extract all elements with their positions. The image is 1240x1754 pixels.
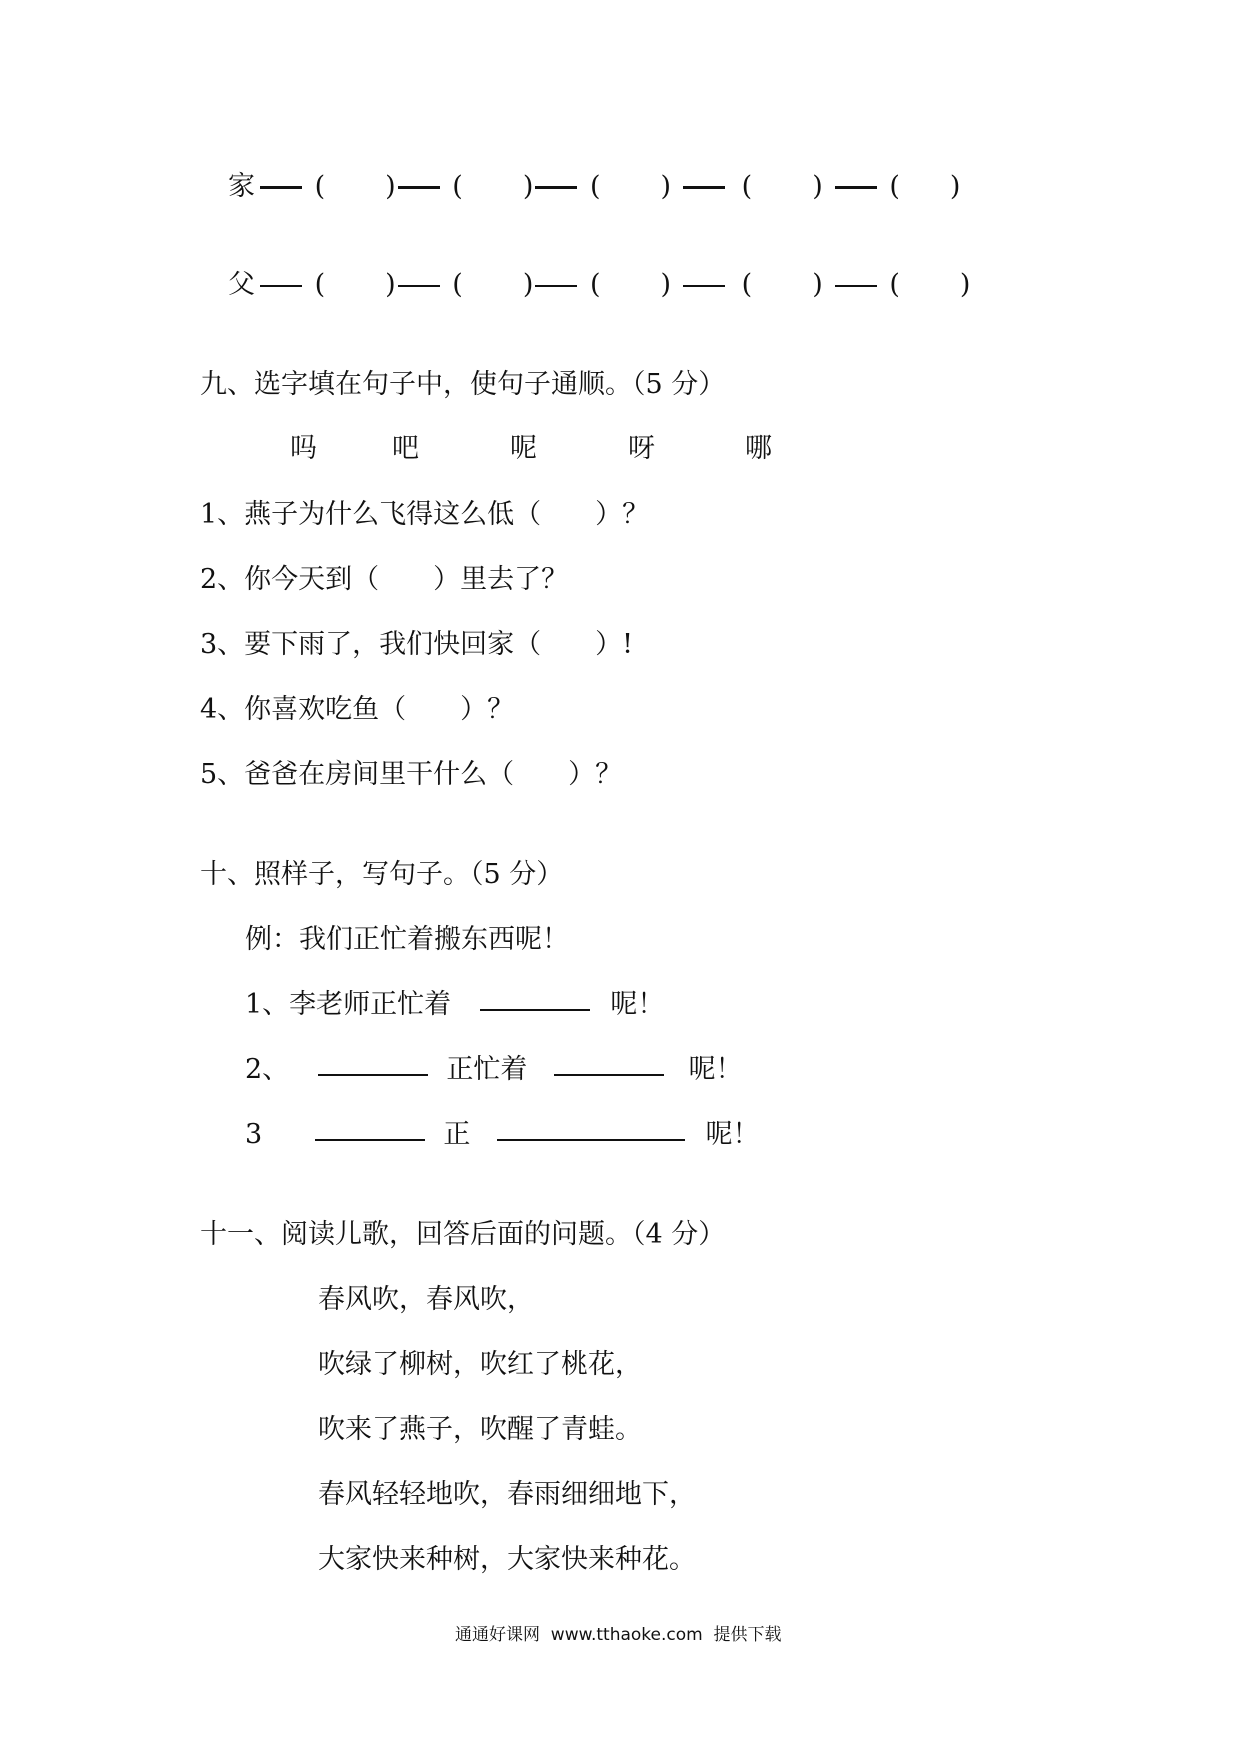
section-11-title: 十一、阅读儿歌，回答后面的问题。（4 分） <box>200 1219 726 1250</box>
poem-line: 春风吹，春风吹， <box>318 1284 534 1315</box>
chain-paren: ) <box>949 171 961 202</box>
chain-head: 父 <box>228 269 255 300</box>
s9-item-2: 2、你今天到（ ）里去了？ <box>200 564 569 595</box>
word-chain-fu <box>228 262 970 301</box>
s10-row3-prefix: 3 <box>245 1119 263 1150</box>
chain-paren: ( <box>889 171 900 202</box>
option-ya: 呀 <box>628 433 655 464</box>
s9-item-3: 3、要下雨了，我们快回家（ ）! <box>200 629 634 660</box>
s10-row3-mid: 正 <box>443 1119 471 1150</box>
answer-blank[interactable] <box>315 1138 425 1141</box>
answer-blank[interactable] <box>554 1073 664 1076</box>
s10-row-2 <box>245 1047 743 1086</box>
chain-paren: ) <box>385 171 396 202</box>
s10-row-3 <box>245 1112 760 1151</box>
chain-dash <box>683 285 725 287</box>
s10-row2-mid: 正忙着 <box>446 1054 528 1085</box>
chain-paren: ( <box>589 269 601 300</box>
chain-paren: ) <box>522 269 534 300</box>
answer-blank[interactable] <box>318 1073 428 1076</box>
word-chain-jia <box>228 164 960 203</box>
s10-row3-suffix: 呢！ <box>705 1119 760 1150</box>
s9-item-4: 4、你喜欢吃鱼（ ）？ <box>200 694 515 725</box>
chain-paren: ( <box>741 171 753 202</box>
chain-dash <box>835 186 877 189</box>
s10-row1-suffix: 呢！ <box>610 989 665 1020</box>
s9-item-1: 1、燕子为什么飞得这么低（ ）？ <box>200 499 650 530</box>
s10-row2-suffix: 呢！ <box>688 1054 743 1085</box>
answer-blank[interactable] <box>497 1138 685 1141</box>
chain-paren: ( <box>741 269 753 300</box>
chain-paren: ( <box>589 171 601 202</box>
chain-dash <box>398 186 440 189</box>
s10-example: 例：我们正忙着搬东西呢！ <box>245 924 569 955</box>
chain-paren: ) <box>385 269 396 300</box>
section-10-title: 十、照样子，写句子。（5 分） <box>200 859 564 890</box>
chain-paren: ) <box>660 269 672 300</box>
s9-item-5: 5、爸爸在房间里干什么（ ）？ <box>200 759 623 790</box>
poem-line: 吹绿了柳树，吹红了桃花， <box>318 1349 642 1380</box>
chain-paren: ) <box>812 171 823 202</box>
s10-row1-prefix: 1、李老师正忙着 <box>245 989 452 1020</box>
answer-blank[interactable] <box>480 1008 590 1011</box>
chain-dash <box>683 186 725 189</box>
chain-paren: ( <box>314 171 326 202</box>
poem-line: 大家快来种树，大家快来种花。 <box>318 1544 696 1575</box>
section-9-title: 九、选字填在句子中，使句子通顺。（5 分） <box>200 369 726 400</box>
poem-line: 吹来了燕子，吹醒了青蛙。 <box>318 1414 642 1445</box>
chain-paren: ) <box>660 171 672 202</box>
chain-head: 家 <box>228 171 255 202</box>
chain-dash <box>535 285 577 287</box>
chain-dash <box>835 285 877 287</box>
chain-paren: ( <box>452 171 463 202</box>
chain-dash <box>398 285 440 287</box>
option-ba: 吧 <box>392 433 419 464</box>
chain-dash <box>260 285 302 287</box>
chain-paren: ) <box>812 269 823 300</box>
chain-paren: ( <box>452 269 463 300</box>
chain-paren: ) <box>522 171 534 202</box>
chain-paren: ) <box>959 269 971 300</box>
option-na: 哪 <box>745 433 772 464</box>
s10-row-1 <box>245 982 664 1021</box>
chain-dash <box>260 186 302 189</box>
chain-paren: ( <box>889 269 900 300</box>
option-ma: 吗 <box>290 433 317 464</box>
chain-paren: ( <box>314 269 326 300</box>
s10-row2-prefix: 2、 <box>245 1054 290 1085</box>
poem-line: 春风轻轻地吹，春雨细细地下， <box>318 1479 696 1510</box>
page-footer: 通通好课网 www.tthaoke.com 提供下载 <box>455 1625 782 1645</box>
chain-dash <box>535 186 577 189</box>
option-ne: 呢 <box>510 433 537 464</box>
